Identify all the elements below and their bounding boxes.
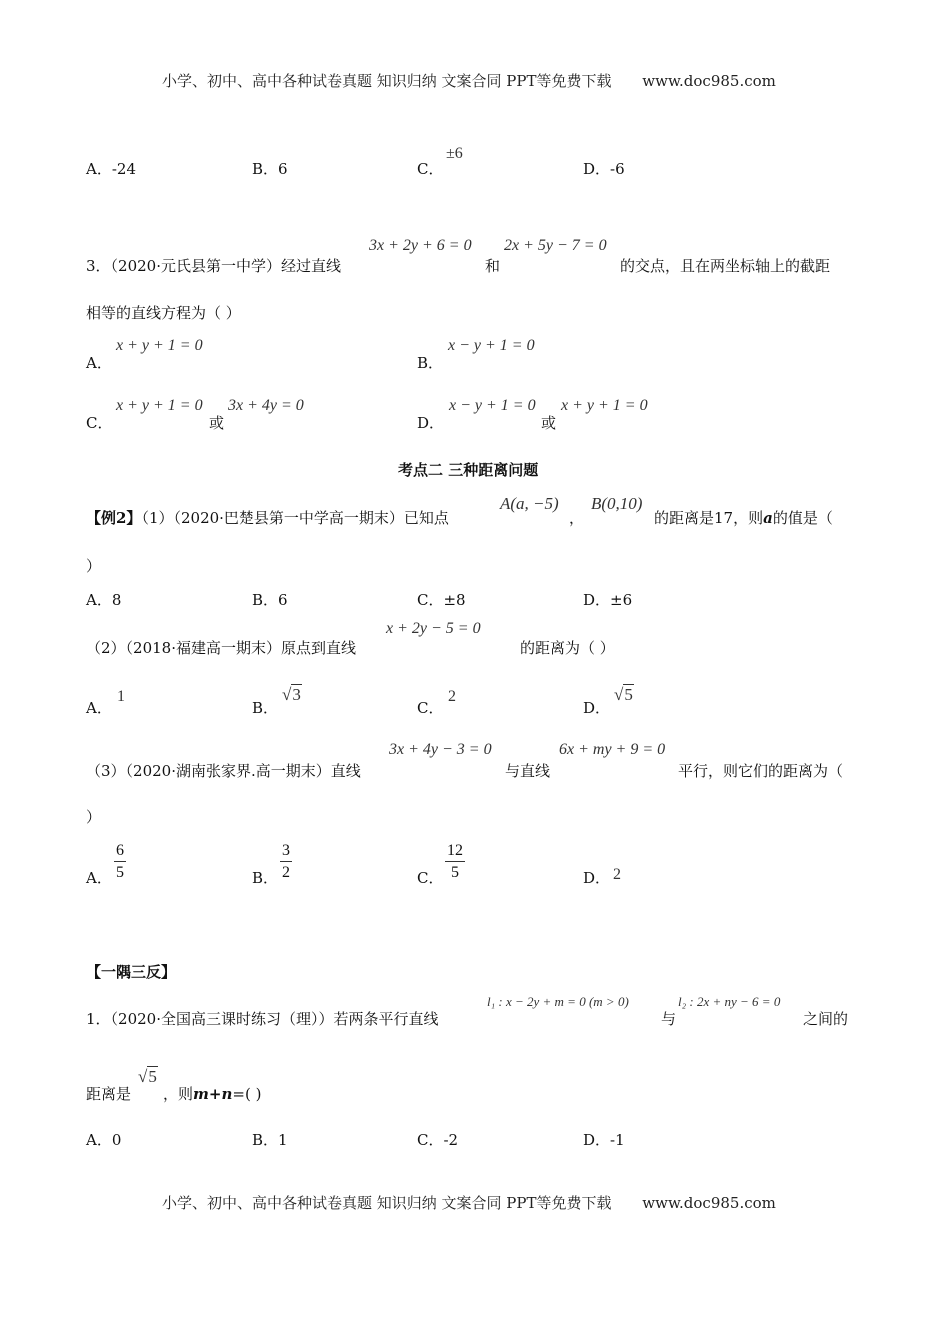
ex2-p3-option-b-fraction (280, 842, 292, 882)
ex2-p2-stem-start: （2）（2018·福建高一期末）原点到直线 (86, 639, 356, 657)
q3-option-a-math: x + y + 1 = 0 (116, 337, 203, 354)
fraction-numerator: 12 (445, 842, 465, 862)
ex2-p3-line1: 3x + 4y − 3 = 0 (389, 741, 492, 758)
ex2-p1-stem-start: （1）（2020·巴楚县第一中学高一期末）已知点 (141, 509, 449, 527)
ex2-p2-option-a-label: A． (86, 699, 112, 717)
practice-q1-distance-label: 距离是 (86, 1085, 132, 1103)
ex2-tag: 【例2】 (86, 509, 142, 527)
prev-option-b: B．6 (252, 160, 288, 178)
q3-line1: 3x + 2y + 6 = 0 (369, 237, 472, 254)
practice-q1-sqrt: √5 (138, 1067, 157, 1086)
ex2-p3-line2: 6x + my + 9 = 0 (559, 741, 666, 758)
ex2-p2-line: x + 2y − 5 = 0 (386, 620, 481, 637)
q3-option-d-math2: x + y + 1 = 0 (561, 397, 648, 414)
practice-q1-option-a: A．0 (86, 1131, 122, 1149)
footer-site-link[interactable]: www.doc985.com (642, 1194, 776, 1212)
fraction-denominator: 2 (282, 864, 290, 881)
ex2-p2-stem-end: 的距离为（ ） (520, 639, 615, 657)
q3-option-b-math: x − y + 1 = 0 (448, 337, 535, 354)
ex2-p1-comma: ， (569, 509, 585, 527)
footer-text: 小学、初中、高中各种试卷真题 知识归纳 文案合同 PPT等免费下载 (162, 1194, 612, 1212)
q3-option-b-label: B． (417, 354, 444, 372)
ex2-p2-option-d-sqrt: √5 (614, 685, 633, 704)
ex2-p1-option-b: B．6 (252, 591, 288, 609)
practice-q1-expr: m+n (193, 1085, 233, 1103)
ex2-p1-point-b: B(0,10) (591, 494, 643, 513)
ex2-p1-option-d: D．±6 (583, 591, 633, 609)
prev-option-c-label: C． (417, 160, 444, 178)
q3-stem-end: 相等的直线方程为（ ） (86, 304, 241, 322)
page-header (162, 70, 776, 91)
practice-q1-line1: l₁ : x − 2y + m = 0 (m > 0) (487, 994, 629, 1009)
ex2-p2-option-a-val: 1 (117, 688, 125, 705)
practice-q1-line2: l₂ : 2x + ny − 6 = 0 (678, 994, 781, 1009)
practice-q1-stem-end (163, 1083, 261, 1104)
ex2-p3-option-b-label: B． (252, 869, 279, 887)
ex2-p3-close: ） (86, 808, 102, 826)
ex2-p1-point-a: A(a, −5) (500, 494, 559, 513)
practice-q1-sqrt-radicand: 5 (148, 1067, 157, 1086)
ex2-tag-and-stem (86, 507, 449, 528)
practice-q1-stem-mid: 之间的 (803, 1010, 849, 1028)
q3-stem-start: 3．（2020·元氏县第一中学）经过直线 (86, 257, 341, 275)
practice-title: 【一隅三反】 (86, 963, 177, 981)
fraction-denominator: 5 (116, 864, 124, 881)
practice-q1-stem-start: 1．（2020·全国高三课时练习（理））若两条平行直线 (86, 1010, 439, 1028)
ex2-p1-option-c: C．±8 (417, 591, 466, 609)
prev-option-a: A．-24 (86, 160, 136, 178)
practice-q1-then: ，则 (163, 1085, 194, 1103)
ex2-p3-stem-end: 平行，则它们的距离为（ (678, 762, 844, 780)
prev-option-d: D．-6 (583, 160, 625, 178)
q3-option-c-label: C． (86, 414, 113, 432)
q3-option-d-math1: x − y + 1 = 0 (449, 397, 536, 414)
ex2-p1-stem-mid (654, 507, 833, 528)
ex2-p3-option-c-fraction (445, 842, 465, 882)
ex2-p3-option-a-fraction (114, 842, 126, 882)
fraction-numerator: 6 (114, 842, 126, 862)
practice-q1-option-b: B．1 (252, 1131, 288, 1149)
ex2-p3-stem-start: （3）（2020·湖南张家界.高一期末）直线 (86, 762, 361, 780)
ex2-p2-option-c-label: C． (417, 699, 444, 717)
ex2-p3-option-c-label: C． (417, 869, 444, 887)
ex2-p2-option-d-radicand: 5 (624, 685, 633, 704)
q3-option-c-math2: 3x + 4y = 0 (228, 397, 304, 414)
ex2-p1-option-a: A．8 (86, 591, 122, 609)
q3-and: 和 (485, 257, 501, 275)
page-footer (162, 1192, 776, 1213)
ex2-p1-distance-text: 的距离是17，则 (654, 509, 764, 527)
ex2-p2-option-b-label: B． (252, 699, 279, 717)
ex2-p1-stem-end: 的值是（ (772, 509, 833, 527)
section-title: 考点二 三种距离问题 (398, 461, 539, 479)
ex2-p3-option-d-val: 2 (613, 866, 621, 883)
ex2-p2-option-b-sqrt: √3 (282, 685, 301, 704)
q3-option-d-label: D． (417, 414, 445, 432)
header-text: 小学、初中、高中各种试卷真题 知识归纳 文案合同 PPT等免费下载 (162, 72, 612, 90)
practice-q1-with: 与 (661, 1010, 677, 1028)
ex2-p1-var: a (763, 509, 773, 527)
ex2-p2-option-b-radicand: 3 (292, 685, 301, 704)
header-site-link[interactable]: www.doc985.com (642, 72, 776, 90)
practice-q1-blank: =( ) (232, 1085, 262, 1103)
prev-option-c-math: ±6 (446, 145, 463, 162)
q3-option-c-or: 或 (209, 414, 225, 432)
ex2-p2-option-d-label: D． (583, 699, 611, 717)
q3-line2: 2x + 5y − 7 = 0 (504, 237, 607, 254)
q3-option-d-or: 或 (541, 414, 557, 432)
ex2-p1-close: ） (86, 557, 102, 575)
practice-q1-stem-line2 (86, 1083, 131, 1104)
q3-option-c-math1: x + y + 1 = 0 (116, 397, 203, 414)
ex2-p3-option-d-label: D． (583, 869, 611, 887)
ex2-p3-with: 与直线 (505, 762, 551, 780)
ex2-p3-option-a-label: A． (86, 869, 112, 887)
fraction-numerator: 3 (280, 842, 292, 862)
practice-q1-option-c: C．-2 (417, 1131, 459, 1149)
q3-stem-mid: 的交点，且在两坐标轴上的截距 (620, 257, 831, 275)
fraction-denominator: 5 (451, 864, 459, 881)
ex2-p2-option-c-val: 2 (448, 688, 456, 705)
q3-option-a-label: A． (86, 354, 112, 372)
practice-q1-option-d: D．-1 (583, 1131, 625, 1149)
